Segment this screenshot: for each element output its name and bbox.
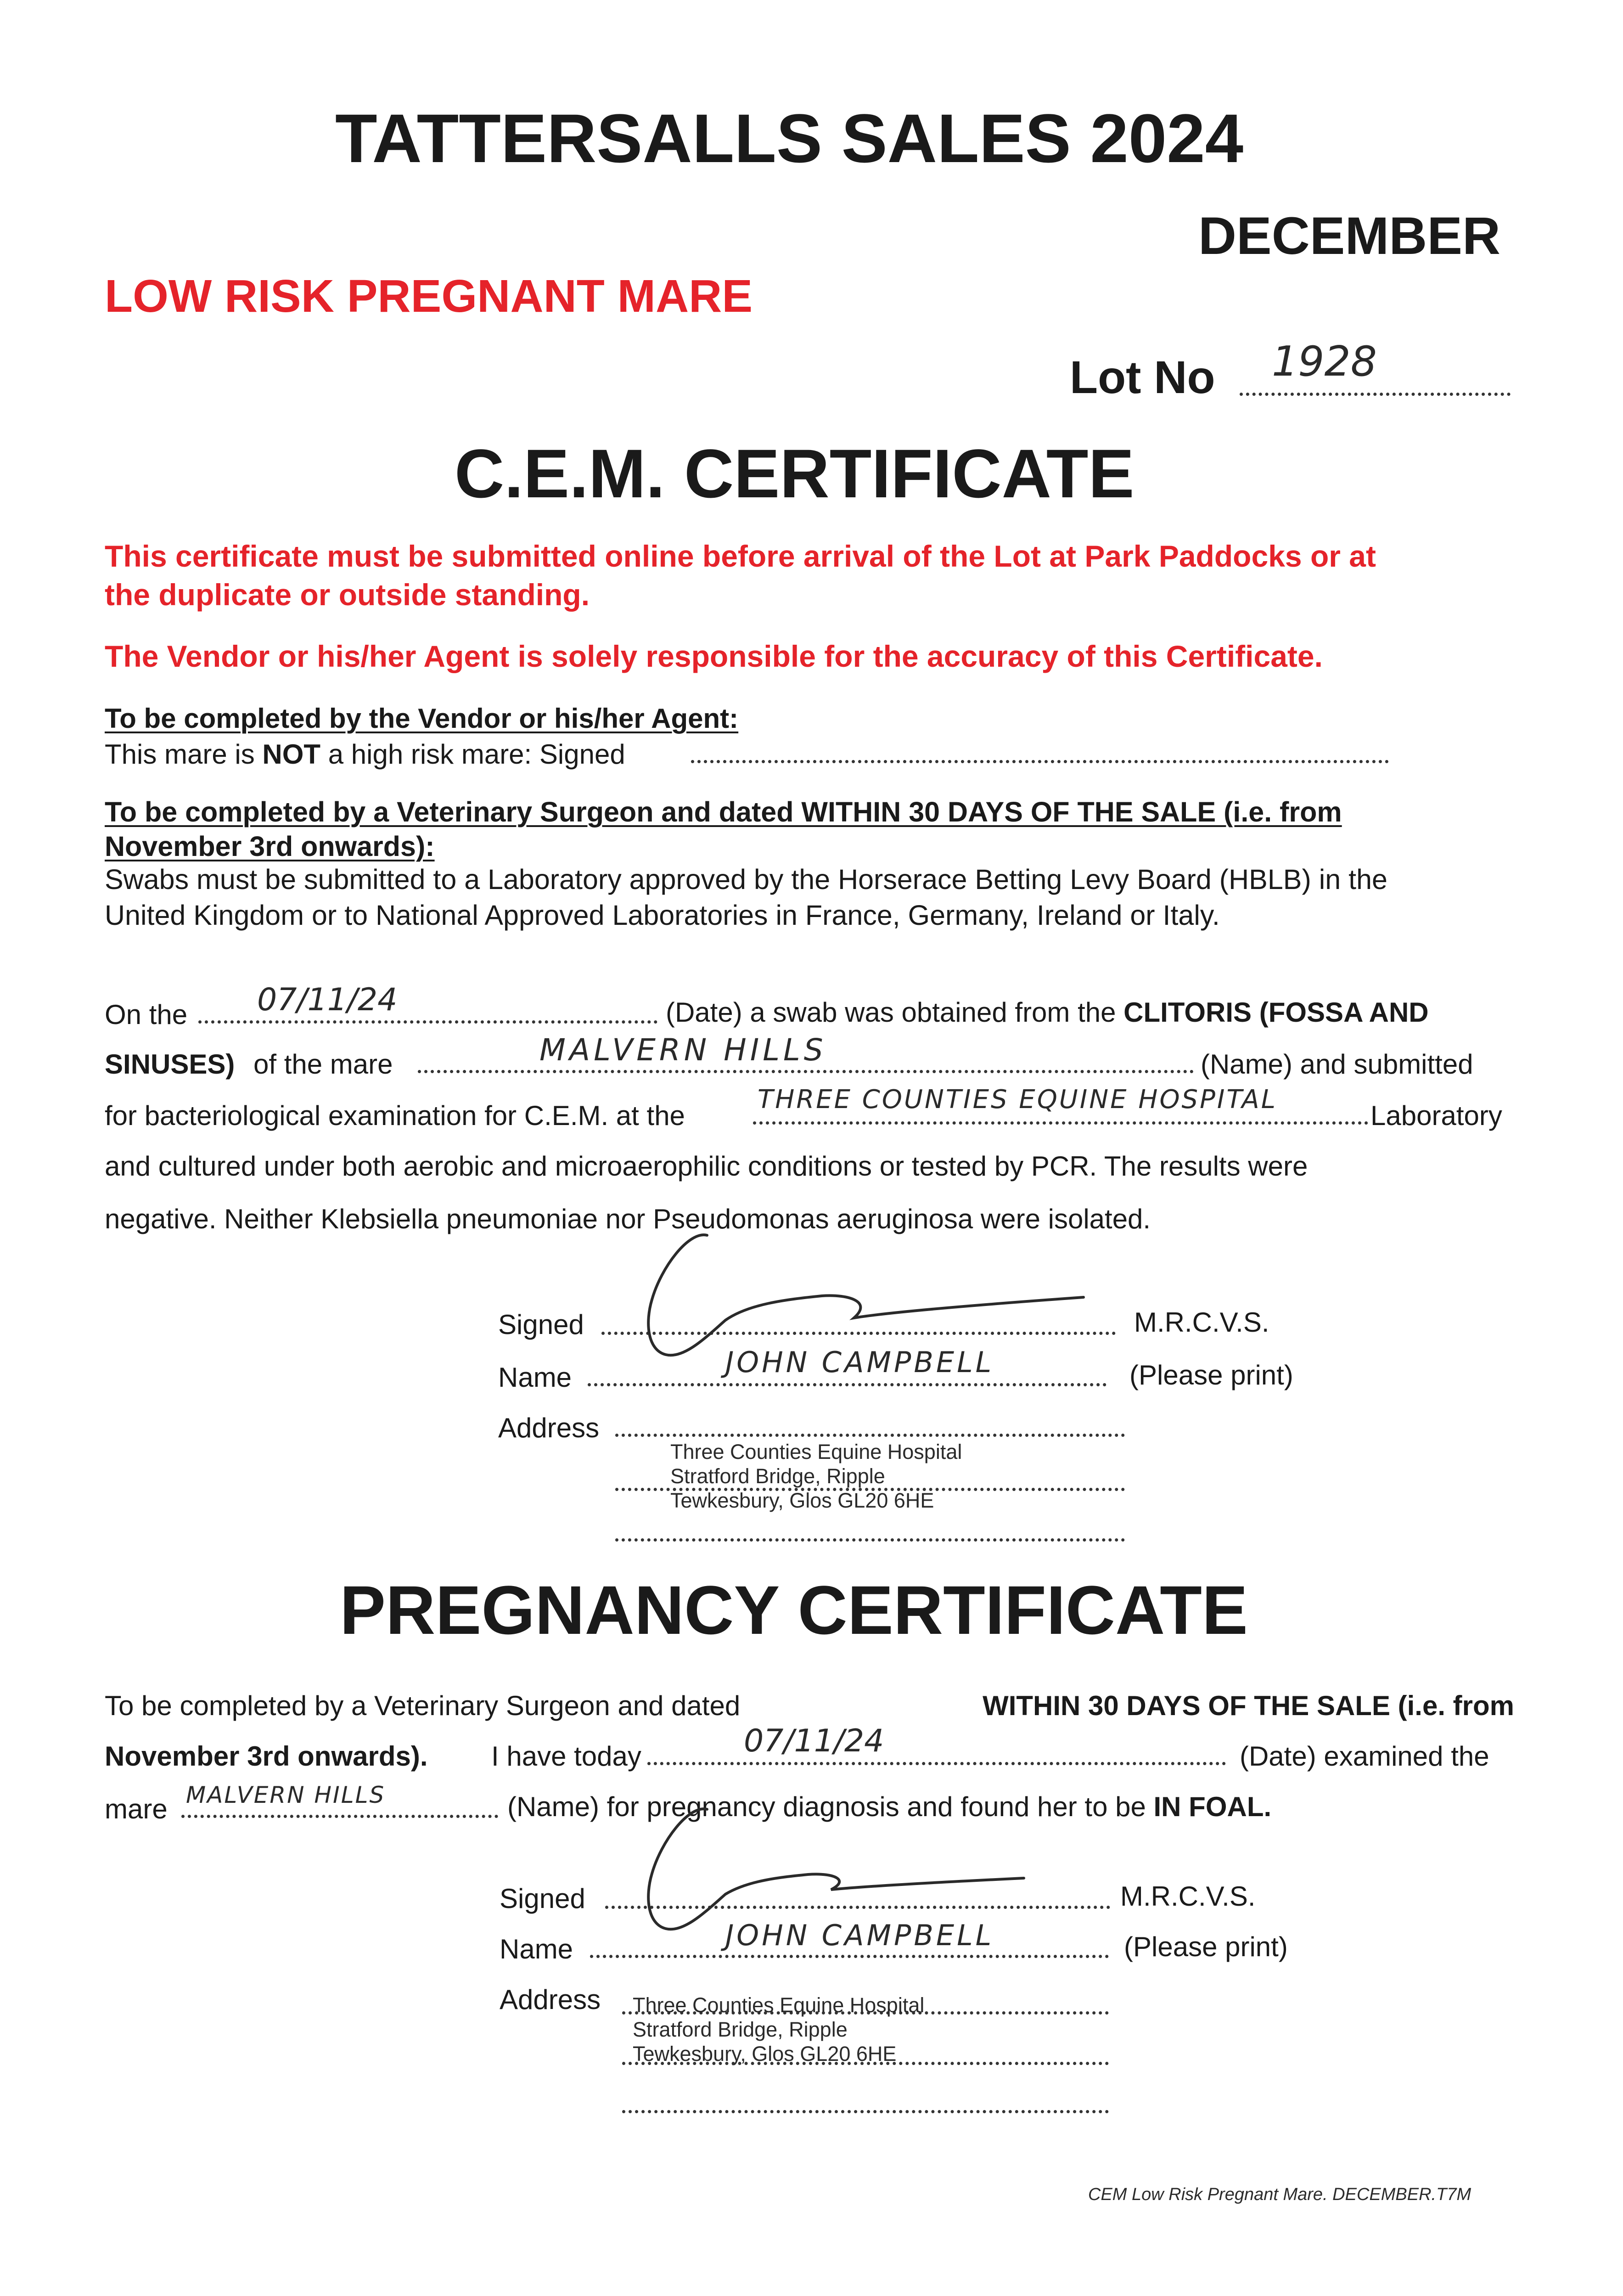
cem-please-print: (Please print)	[1129, 1360, 1293, 1390]
responsibility-warning: The Vendor or his/her Agent is solely responsible for the accuracy of this Certificate.	[105, 639, 1323, 673]
cem-mare-name-line	[418, 1070, 1194, 1073]
cem-address-stamp-line-2: Stratford Bridge, Ripple	[670, 1464, 885, 1488]
mare-category: LOW RISK PREGNANT MARE	[105, 270, 753, 322]
laboratory-name-line	[753, 1121, 1368, 1125]
vendor-declaration	[105, 741, 625, 768]
pregnancy-date-line	[647, 1762, 1226, 1765]
pregnancy-name-label: Name	[500, 1934, 573, 1964]
vendor-section-heading: To be completed by the Vendor or his/her Agent:	[105, 703, 739, 734]
clitoris-label: CLITORIS (FOSSA AND	[1123, 997, 1429, 1028]
sale-month: DECEMBER	[1198, 207, 1501, 265]
lot-number-line	[1240, 393, 1511, 396]
document-title: TATTERSALLS SALES 2024	[335, 100, 1244, 177]
in-foal-result: IN FOAL.	[1153, 1791, 1272, 1822]
cem-vet-name: JOHN CAMPBELL	[725, 1345, 994, 1379]
cem-address-line-1	[615, 1434, 1125, 1437]
cem-address-stamp-line-3: Tewkesbury, Glos GL20 6HE	[670, 1489, 934, 1512]
negative-result-text: negative. Neither Klebsiella pneumoniae nor Pseudomonas aeruginosa were isolated.	[105, 1204, 1151, 1234]
bacteriological-exam-text: for bacteriological examination for C.E.M. at the	[105, 1100, 685, 1131]
cem-name-line	[588, 1383, 1106, 1386]
submission-warning-line-1: This certificate must be submitted online before arrival of the Lot at Park Paddocks or at	[105, 539, 1376, 573]
pregnancy-vet-signature	[634, 1795, 1047, 1933]
cem-address-stamp	[670, 1440, 962, 1513]
pregnancy-address-line-2	[622, 2062, 1109, 2065]
pregnancy-i-have-today: I have today	[491, 1741, 641, 1772]
swab-date: 07/11/24	[257, 982, 398, 1018]
pregnancy-please-print: (Please print)	[1124, 1931, 1288, 1962]
cem-address-line-2	[615, 1488, 1125, 1491]
vendor-declaration-not: NOT	[262, 739, 321, 770]
swab-date-description: (Date) a swab was obtained from the	[666, 997, 1116, 1028]
pregnancy-address-stamp-line-2: Stratford Bridge, Ripple	[633, 2018, 848, 2041]
pregnancy-within-30-days: WITHIN 30 DAYS OF THE SALE (i.e. from	[983, 1690, 1514, 1721]
cem-address-label: Address	[498, 1412, 600, 1443]
pregnancy-mrcvs-label: M.R.C.V.S.	[1120, 1881, 1256, 1912]
name-and-submitted: (Name) and submitted	[1201, 1049, 1473, 1080]
pregnancy-address-stamp-line-3: Tewkesbury, Glos GL20 6HE	[633, 2042, 897, 2065]
lot-label: Lot No	[1070, 352, 1215, 403]
pregnancy-signed-label: Signed	[500, 1883, 585, 1914]
laboratory-name: THREE COUNTIES EQUINE HOSPITAL	[758, 1085, 1277, 1114]
pregnancy-intro-line-1	[105, 1692, 1514, 1720]
cem-mare-name: MALVERN HILLS	[539, 1032, 827, 1068]
vendor-signature-line[interactable]	[691, 760, 1389, 763]
swab-requirement-line-1: Swabs must be submitted to a Laboratory approved by the Horserace Betting Levy Board (HBLB) in the	[105, 864, 1387, 895]
cem-address-line-3	[615, 1538, 1125, 1542]
pregnancy-november-text: November 3rd onwards).	[105, 1741, 428, 1772]
culture-conditions-text: and cultured under both aerobic and microaerophilic conditions or tested by PCR. The results were	[105, 1151, 1308, 1182]
swab-date-line	[198, 1020, 657, 1024]
pregnancy-mare-label: mare	[105, 1794, 168, 1824]
pregnancy-address-label: Address	[500, 1984, 601, 2015]
of-the-mare-label: of the mare	[253, 1049, 393, 1080]
cem-name-label: Name	[498, 1362, 572, 1393]
pregnancy-intro-text: To be completed by a Veterinary Surgeon and dated	[105, 1690, 741, 1721]
cem-signed-label: Signed	[498, 1309, 584, 1340]
pregnancy-vet-name: JOHN CAMPBELL	[725, 1919, 994, 1952]
cem-mrcvs-label: M.R.C.V.S.	[1134, 1307, 1269, 1338]
pregnancy-examined-text: (Date) examined the	[1240, 1741, 1489, 1772]
footer-reference: CEM Low Risk Pregnant Mare. DECEMBER.T7M	[1088, 2185, 1471, 2204]
pregnancy-address-stamp-line-1: Three Counties Equine Hospital	[633, 1993, 925, 2017]
pregnancy-diagnosis-description: (Name) for pregnancy diagnosis and found her to be	[507, 1791, 1146, 1822]
vendor-declaration-text: This mare is	[105, 739, 263, 770]
pregnancy-mare-name: MALVERN HILLS	[186, 1782, 386, 1808]
sinuses-label: SINUSES)	[105, 1049, 235, 1080]
submission-warning-line-2: the duplicate or outside standing.	[105, 578, 590, 612]
pregnancy-exam-date: 07/11/24	[744, 1723, 884, 1759]
cem-certificate-title: C.E.M. CERTIFICATE	[455, 435, 1134, 512]
pregnancy-address-stamp	[633, 1993, 924, 2066]
vendor-declaration-signed: a high risk mare: Signed	[320, 739, 625, 770]
vet-section-heading-line-1: To be completed by a Veterinary Surgeon and dated WITHIN 30 DAYS OF THE SALE (i.e. from	[105, 796, 1342, 827]
swab-date-text	[666, 999, 1429, 1026]
on-the-label: On the	[105, 999, 188, 1030]
laboratory-label: Laboratory	[1370, 1100, 1502, 1131]
cem-vet-signature	[634, 1221, 1093, 1359]
pregnancy-mare-name-line	[181, 1815, 498, 1818]
vet-section-heading-line-2: November 3rd onwards):	[105, 831, 435, 862]
cem-address-stamp-line-1: Three Counties Equine Hospital	[670, 1440, 962, 1463]
lot-number: 1928	[1272, 338, 1377, 386]
pregnancy-certificate-title: PREGNANCY CERTIFICATE	[340, 1571, 1248, 1649]
pregnancy-name-line	[590, 1955, 1109, 1958]
swab-requirement-line-2: United Kingdom or to National Approved Laboratories in France, Germany, Ireland or Italy.	[105, 900, 1220, 931]
pregnancy-address-line-3	[622, 2110, 1109, 2113]
